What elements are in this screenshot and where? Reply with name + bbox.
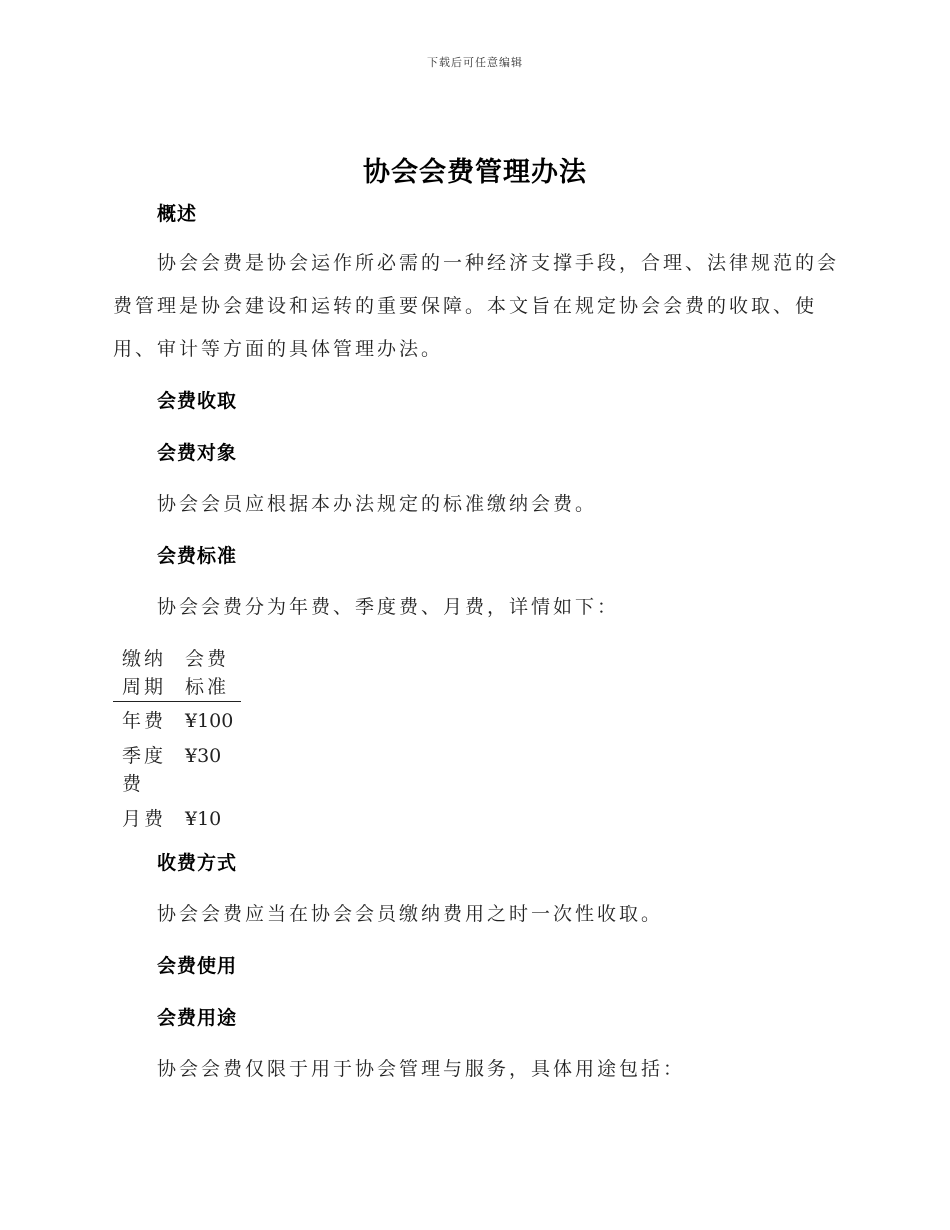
header-amount-line-1: 会费	[185, 648, 230, 670]
heading-collection: 会费收取	[157, 390, 238, 412]
purpose-paragraph: 协会会费仅限于用于协会管理与服务，具体用途包括：	[157, 1058, 686, 1080]
fee-period-text: 费	[122, 773, 145, 795]
heading-standards: 会费标准	[157, 545, 238, 567]
overview-line-2: 费管理是协会建设和运转的重要保障。本文旨在规定协会会费的收取、使	[113, 295, 818, 317]
header-period-line-2: 周期	[122, 676, 167, 698]
targets-paragraph: 协会会员应根据本办法规定的标准缴纳会费。	[157, 493, 598, 515]
overview-line-1: 协会会费是协会运作所必需的一种经济支撑手段，合理、法律规范的会	[157, 252, 840, 274]
fee-table-header-period	[113, 645, 176, 702]
fee-period-text: 季度	[122, 745, 167, 767]
fee-table-header-amount	[176, 645, 241, 702]
heading-usage: 会费使用	[157, 955, 238, 977]
table-row	[113, 737, 241, 800]
document-title: 协会会费管理办法	[363, 157, 587, 188]
table-row	[113, 702, 241, 738]
fee-amount-cell: ¥10	[185, 808, 222, 830]
method-paragraph: 协会会费应当在协会会员缴纳费用之时一次性收取。	[157, 903, 664, 925]
fee-table	[113, 645, 241, 835]
fee-period-cell	[113, 800, 176, 835]
heading-overview: 概述	[157, 203, 198, 225]
header-amount-line-2: 标准	[185, 676, 230, 698]
fee-period-cell	[113, 737, 176, 800]
table-row	[113, 800, 241, 835]
fee-period-text: 月费	[122, 808, 167, 830]
heading-method: 收费方式	[157, 852, 238, 874]
header-note: 下载后可任意编辑	[427, 56, 523, 69]
header-period-line-1: 缴纳	[122, 648, 167, 670]
fee-period-text: 年费	[122, 710, 167, 732]
fee-table-header-row	[113, 645, 241, 702]
overview-paragraph	[113, 246, 843, 375]
fee-amount-cell: ¥30	[185, 745, 222, 767]
fee-period-cell	[113, 702, 176, 738]
heading-targets: 会费对象	[157, 442, 238, 464]
overview-line-3: 用、审计等方面的具体管理办法。	[113, 338, 444, 360]
fee-amount-cell: ¥100	[185, 710, 234, 732]
heading-purpose: 会费用途	[157, 1007, 238, 1029]
standards-paragraph: 协会会费分为年费、季度费、月费，详情如下：	[157, 596, 620, 618]
